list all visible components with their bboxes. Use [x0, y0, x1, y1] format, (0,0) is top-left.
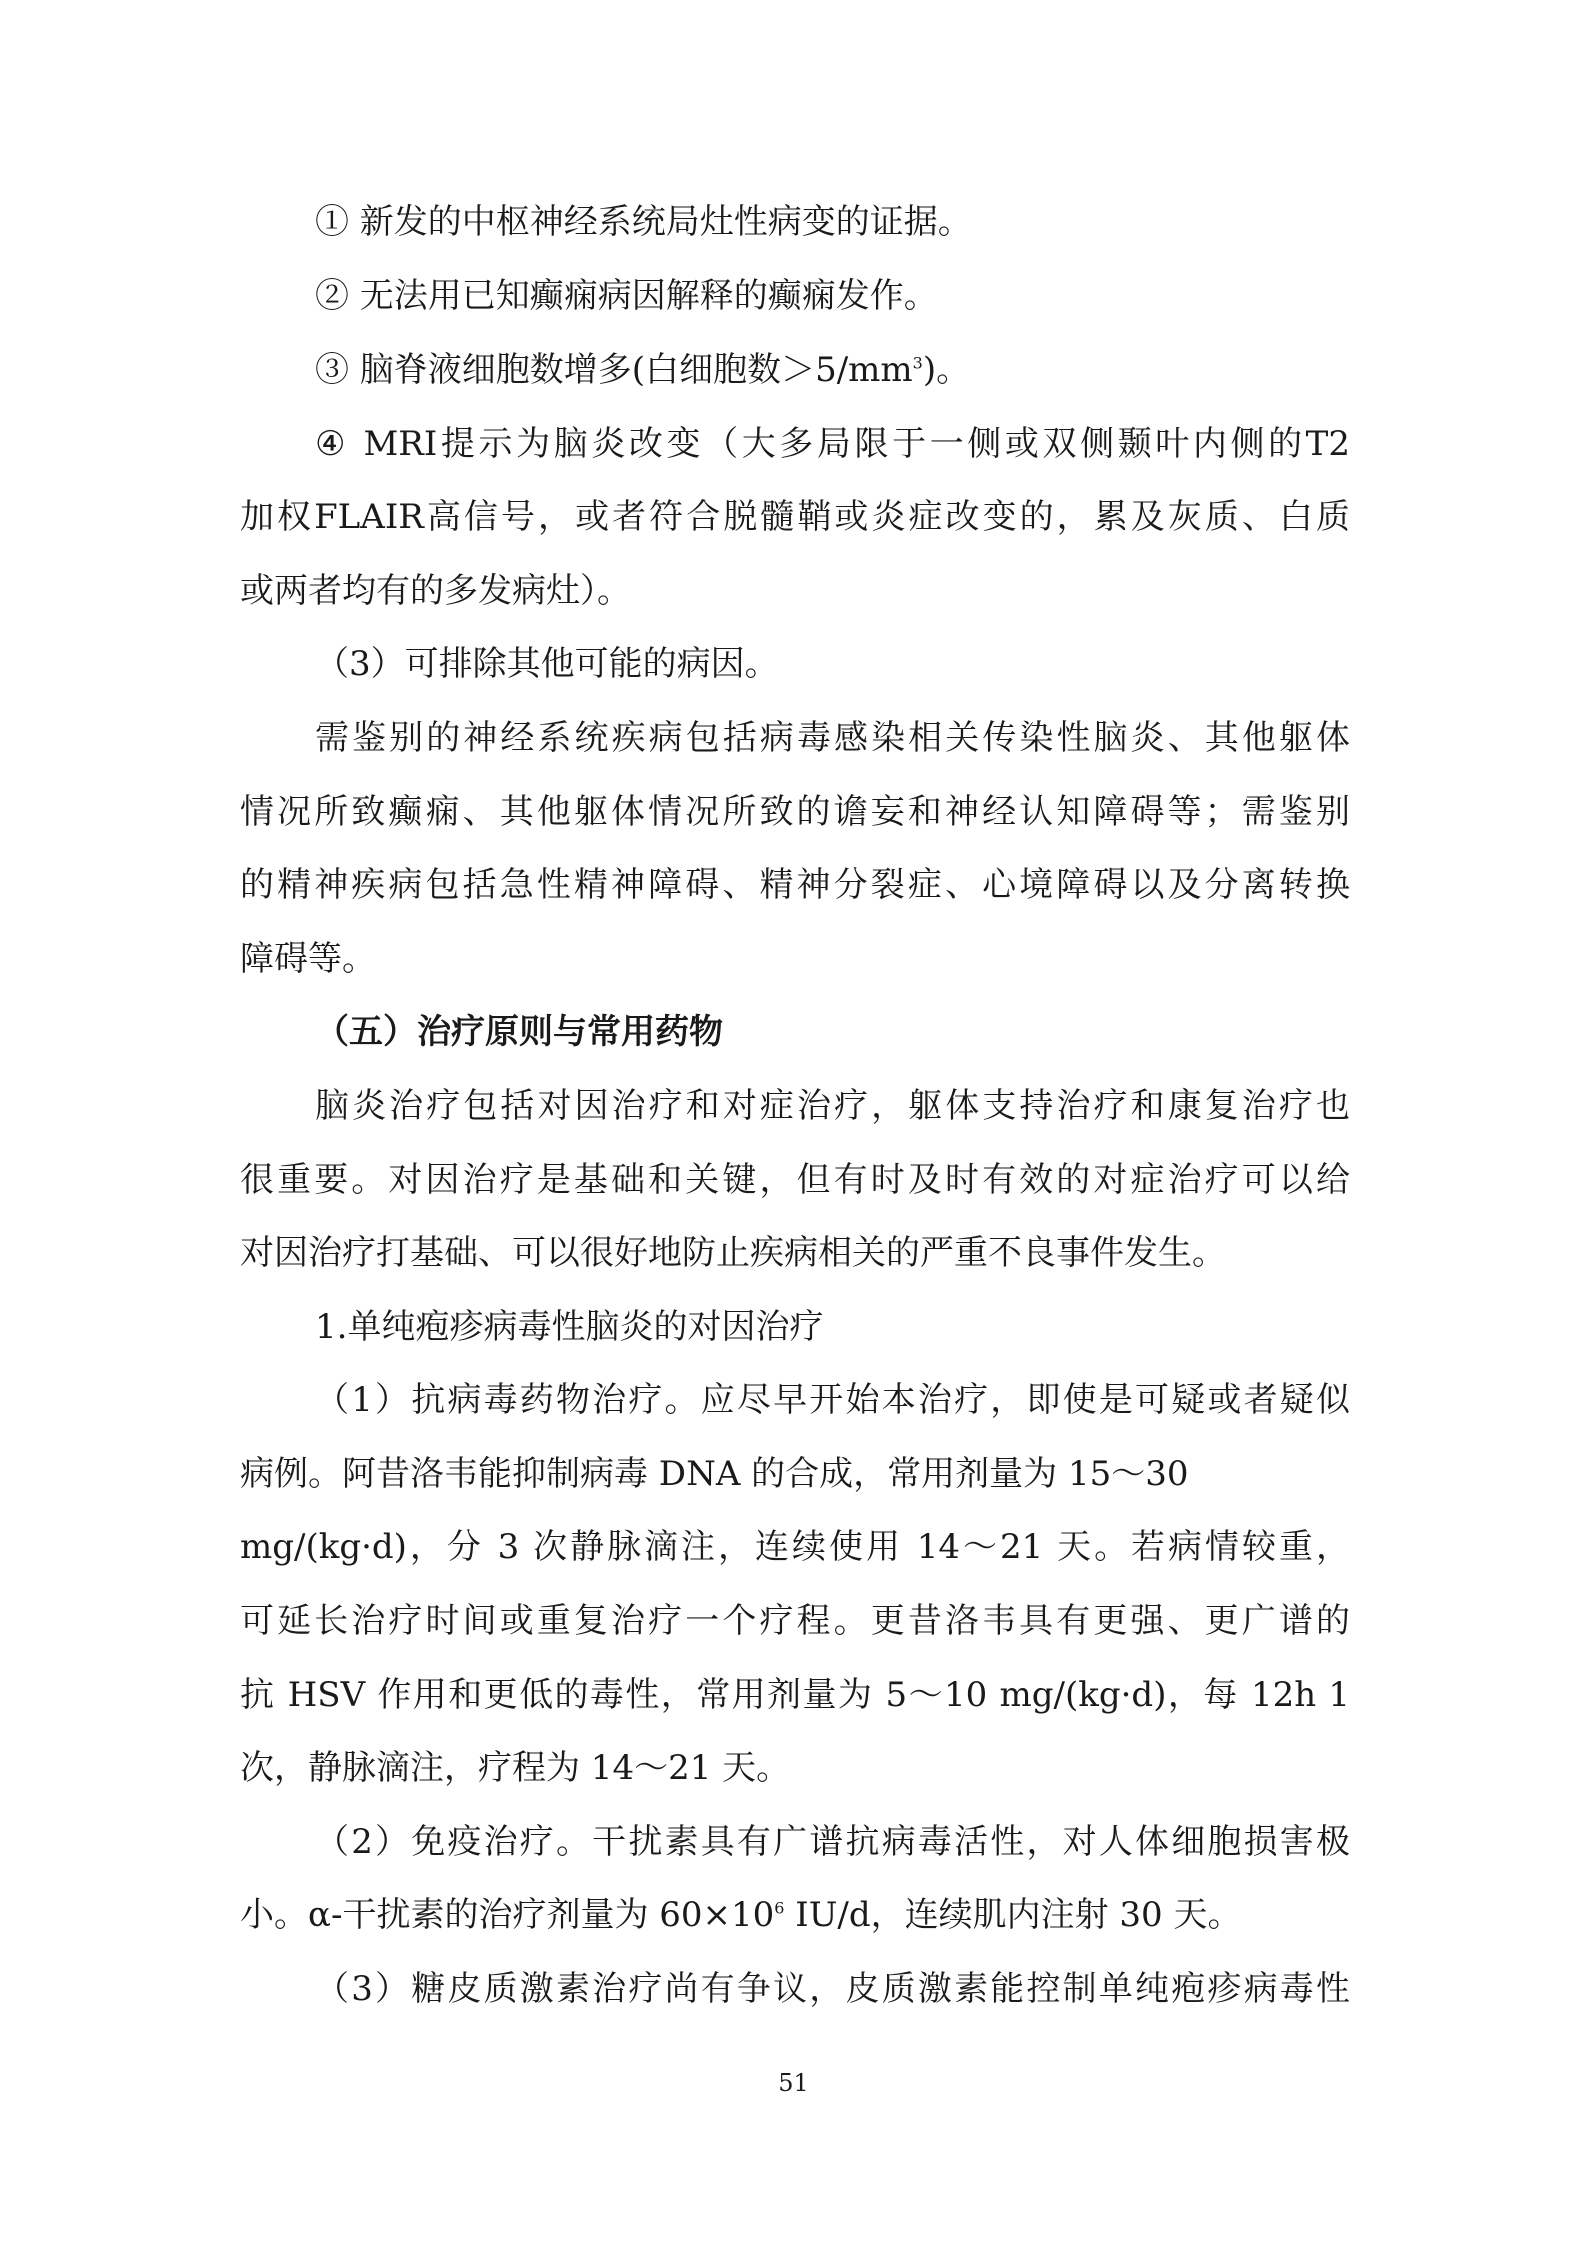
section-heading: （五）治疗原则与常用药物 — [315, 1012, 723, 1052]
antiviral-line-4: 可延长治疗时间或重复治疗一个疗程。更昔洛韦具有更强、更广谱的 — [240, 1601, 1350, 1641]
criterion-4-line-2: 加权FLAIR高信号，或者符合脱髓鞘或炎症改变的，累及灰质、白质 — [240, 497, 1350, 537]
treatment-line-2: 很重要。对因治疗是基础和关键，但有时及时有效的对症治疗可以给 — [240, 1160, 1350, 1200]
immuno-line-2: 小。α-干扰素的治疗剂量为 $60\times 10^6$ IU/d，连续肌内注射 30 天。 — [240, 1895, 1242, 1935]
page-number: 51 — [778, 2069, 809, 2097]
differential-line-4: 障碍等。 — [240, 939, 376, 979]
treatment-line-3: 对因治疗打基础、可以很好地防止疾病相关的严重不良事件发生。 — [240, 1233, 1226, 1273]
steroid-line-1: （3）糖皮质激素治疗尚有争议，皮质激素能控制单纯疱疹病毒性 — [315, 1969, 1350, 2009]
criterion-4-line-1: ④ MRI提示为脑炎改变（大多局限于一侧或双侧颞叶内侧的T2 — [315, 424, 1350, 464]
antiviral-line-5: 抗 HSV 作用和更低的毒性，常用剂量为 5～10 mg/(kg·d)，每 12h 1 — [240, 1675, 1350, 1715]
differential-line-1: 需鉴别的神经系统疾病包括病毒感染相关传染性脑炎、其他躯体 — [315, 718, 1350, 758]
differential-line-3: 的精神疾病包括急性精神障碍、精神分裂症、心境障碍以及分离转换 — [240, 865, 1350, 905]
subheading-hsv: 1.单纯疱疹病毒性脑炎的对因治疗 — [315, 1307, 824, 1347]
differential-line-2: 情况所致癫痫、其他躯体情况所致的谵妄和神经认知障碍等；需鉴别 — [240, 792, 1350, 832]
exclusion-item: （3）可排除其他可能的病因。 — [315, 644, 779, 684]
antiviral-line-3: mg/(kg·d)，分 3 次静脉滴注，连续使用 14～21 天。若病情较重， — [240, 1527, 1350, 1567]
criterion-1: ① 新发的中枢神经系统局灶性病变的证据。 — [315, 202, 972, 242]
criterion-2: ② 无法用已知癫痫病因解释的癫痫发作。 — [315, 276, 938, 316]
antiviral-line-6: 次，静脉滴注，疗程为 14～21 天。 — [240, 1748, 791, 1788]
immuno-line-1: （2）免疫治疗。干扰素具有广谱抗病毒活性，对人体细胞损害极 — [315, 1822, 1350, 1862]
criterion-3: ③ 脑脊液细胞数增多(白细胞数$>5/mm^3$)。 — [315, 350, 971, 390]
superscript: 3 — [912, 353, 923, 373]
antiviral-line-1: （1）抗病毒药物治疗。应尽早开始本治疗，即使是可疑或者疑似 — [315, 1380, 1350, 1420]
criterion-4-line-3: 或两者均有的多发病灶）。 — [240, 571, 631, 611]
antiviral-line-2: 病例。阿昔洛韦能抑制病毒 DNA 的合成，常用剂量为 15～30 — [240, 1454, 1189, 1494]
treatment-line-1: 脑炎治疗包括对因治疗和对症治疗，躯体支持治疗和康复治疗也 — [315, 1086, 1350, 1126]
superscript: 6 — [774, 1898, 785, 1918]
